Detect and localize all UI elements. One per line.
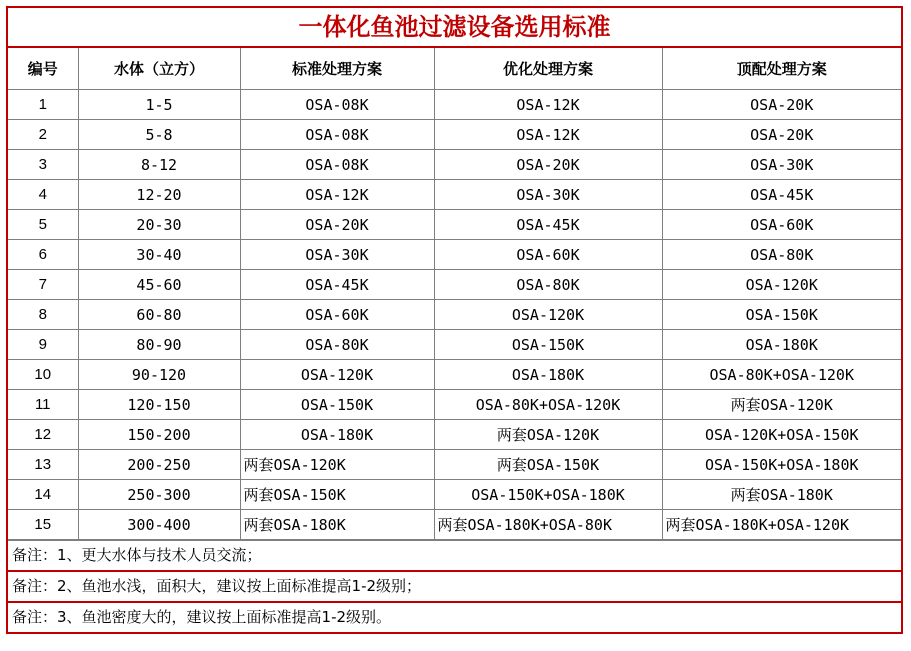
cell-standard: OSA-60K — [240, 300, 434, 330]
cell-optimized: OSA-12K — [434, 90, 662, 120]
cell-premium: OSA-80K — [662, 240, 901, 270]
cell-no: 3 — [8, 150, 78, 180]
header-premium: 顶配处理方案 — [662, 48, 901, 90]
header-volume: 水体（立方） — [78, 48, 240, 90]
table-row — [8, 180, 901, 210]
cell-premium: OSA-20K — [662, 120, 901, 150]
table-row — [8, 390, 901, 420]
table-row — [8, 240, 901, 270]
table-row — [8, 450, 901, 480]
header-optimized: 优化处理方案 — [434, 48, 662, 90]
cell-no: 12 — [8, 420, 78, 450]
cell-standard: 两套OSA-180K — [240, 510, 434, 540]
note-3: 备注：3、鱼池密度大的，建议按上面标准提高1-2级别。 — [8, 601, 901, 632]
cell-optimized: OSA-45K — [434, 210, 662, 240]
cell-volume: 150-200 — [78, 420, 240, 450]
note-1: 备注：1、更大水体与技术人员交流； — [8, 540, 901, 570]
cell-no: 8 — [8, 300, 78, 330]
cell-premium: OSA-150K — [662, 300, 901, 330]
notes — [8, 540, 901, 632]
cell-optimized: OSA-150K+OSA-180K — [434, 480, 662, 510]
cell-premium: OSA-120K+OSA-150K — [662, 420, 901, 450]
cell-no: 11 — [8, 390, 78, 420]
table-row — [8, 120, 901, 150]
cell-premium: OSA-60K — [662, 210, 901, 240]
cell-volume: 200-250 — [78, 450, 240, 480]
cell-volume: 300-400 — [78, 510, 240, 540]
cell-standard: OSA-120K — [240, 360, 434, 390]
cell-premium: 两套OSA-120K — [662, 390, 901, 420]
cell-no: 4 — [8, 180, 78, 210]
cell-premium: OSA-180K — [662, 330, 901, 360]
cell-no: 1 — [8, 90, 78, 120]
cell-standard: OSA-80K — [240, 330, 434, 360]
cell-no: 5 — [8, 210, 78, 240]
cell-optimized: OSA-120K — [434, 300, 662, 330]
cell-standard: 两套OSA-120K — [240, 450, 434, 480]
cell-standard: OSA-08K — [240, 120, 434, 150]
cell-standard: OSA-45K — [240, 270, 434, 300]
cell-no: 15 — [8, 510, 78, 540]
cell-optimized: 两套OSA-120K — [434, 420, 662, 450]
cell-no: 9 — [8, 330, 78, 360]
cell-no: 14 — [8, 480, 78, 510]
cell-no: 13 — [8, 450, 78, 480]
cell-volume: 250-300 — [78, 480, 240, 510]
cell-volume: 120-150 — [78, 390, 240, 420]
cell-optimized: 两套OSA-180K+OSA-80K — [434, 510, 662, 540]
table-row — [8, 150, 901, 180]
cell-premium: OSA-45K — [662, 180, 901, 210]
cell-no: 10 — [8, 360, 78, 390]
cell-no: 6 — [8, 240, 78, 270]
table-row — [8, 300, 901, 330]
cell-volume: 8-12 — [78, 150, 240, 180]
cell-optimized: OSA-12K — [434, 120, 662, 150]
cell-premium: OSA-30K — [662, 150, 901, 180]
cell-volume: 5-8 — [78, 120, 240, 150]
cell-optimized: 两套OSA-150K — [434, 450, 662, 480]
header-no: 编号 — [8, 48, 78, 90]
cell-standard: 两套OSA-150K — [240, 480, 434, 510]
cell-premium: OSA-80K+OSA-120K — [662, 360, 901, 390]
cell-standard: OSA-150K — [240, 390, 434, 420]
table-row — [8, 510, 901, 540]
header-row — [8, 48, 901, 90]
cell-volume: 12-20 — [78, 180, 240, 210]
page-title: 一体化鱼池过滤设备选用标准 — [8, 8, 901, 48]
cell-standard: OSA-30K — [240, 240, 434, 270]
table-row — [8, 420, 901, 450]
cell-volume: 1-5 — [78, 90, 240, 120]
cell-premium: 两套OSA-180K — [662, 480, 901, 510]
table-row — [8, 210, 901, 240]
cell-standard: OSA-08K — [240, 150, 434, 180]
table-row — [8, 90, 901, 120]
cell-optimized: OSA-80K — [434, 270, 662, 300]
cell-volume: 20-30 — [78, 210, 240, 240]
cell-standard: OSA-20K — [240, 210, 434, 240]
cell-optimized: OSA-60K — [434, 240, 662, 270]
selection-table — [8, 48, 901, 540]
cell-premium: OSA-120K — [662, 270, 901, 300]
cell-optimized: OSA-180K — [434, 360, 662, 390]
cell-standard: OSA-12K — [240, 180, 434, 210]
table-row — [8, 360, 901, 390]
cell-optimized: OSA-30K — [434, 180, 662, 210]
table-row — [8, 480, 901, 510]
table-body — [8, 90, 901, 540]
cell-premium: OSA-150K+OSA-180K — [662, 450, 901, 480]
cell-volume: 45-60 — [78, 270, 240, 300]
cell-volume: 30-40 — [78, 240, 240, 270]
cell-volume: 90-120 — [78, 360, 240, 390]
note-2: 备注：2、鱼池水浅，面积大，建议按上面标准提高1-2级别； — [8, 570, 901, 601]
spec-sheet — [6, 6, 903, 634]
cell-volume: 80-90 — [78, 330, 240, 360]
cell-no: 7 — [8, 270, 78, 300]
table-row — [8, 330, 901, 360]
cell-standard: OSA-08K — [240, 90, 434, 120]
cell-premium: OSA-20K — [662, 90, 901, 120]
cell-optimized: OSA-20K — [434, 150, 662, 180]
cell-optimized: OSA-80K+OSA-120K — [434, 390, 662, 420]
table-row — [8, 270, 901, 300]
cell-standard: OSA-180K — [240, 420, 434, 450]
header-standard: 标准处理方案 — [240, 48, 434, 90]
cell-optimized: OSA-150K — [434, 330, 662, 360]
cell-volume: 60-80 — [78, 300, 240, 330]
cell-premium: 两套OSA-180K+OSA-120K — [662, 510, 901, 540]
cell-no: 2 — [8, 120, 78, 150]
